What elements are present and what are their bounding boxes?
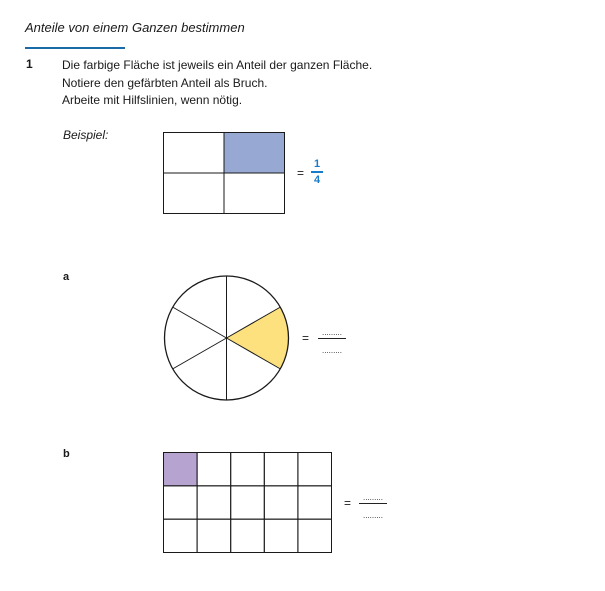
example-square-figure [163,132,285,214]
item-b-grid-figure [163,452,332,553]
title-underline [25,47,125,49]
section-title: Anteile von einem Ganzen bestimmen [25,20,245,35]
instruction-line: Notiere den gefärbten Anteil als Bruch. [62,75,268,90]
item-b-grid-cell [264,519,298,552]
example-label: Beispiel: [63,128,109,142]
item-b-grid-cell [164,519,198,552]
item-b-grid-cell [264,486,298,519]
item-b-fraction-bar [359,503,387,504]
item-b-grid-cell [164,486,198,519]
instruction-line: Die farbige Fläche ist jeweils ein Anteil der ganzen Fläche. [62,58,373,72]
example-denominator: 4 [313,173,321,186]
item-b-label: b [63,448,70,460]
example-numerator: 1 [313,158,321,170]
item-b-grid-cell [298,519,332,552]
item-b-numerator-blank: ......... [362,493,383,502]
item-a-shaded-sector [227,307,289,369]
item-a-answer-blank [318,329,346,355]
example-shaded-quarter [224,132,285,173]
task-number: 1 [26,57,33,71]
item-a-circle-figure [163,274,291,402]
item-b-grid-cell [197,453,231,486]
item-b-denominator-blank: ......... [362,511,383,520]
item-b-grid-cell [231,453,265,486]
example-fraction-bar [311,171,323,173]
example-fraction [311,158,323,186]
item-a-numerator-blank: ......... [321,328,342,337]
item-b-grid-cell [298,486,332,519]
item-a-label: a [63,271,70,283]
instruction-line: Arbeite mit Hilfslinien, wenn nötig. [62,93,243,107]
item-b-grid-cell [231,519,265,552]
item-b-answer-blank [359,494,387,520]
item-b-shaded-cell [164,453,198,486]
item-a-equals-sign: = [302,331,310,345]
item-b-grid-cell [264,453,298,486]
item-a-denominator-blank: ......... [321,346,342,355]
item-b-grid-cell [231,486,265,519]
item-a-radius [173,338,227,369]
item-a-fraction-bar [318,338,346,339]
item-b-grid-cell [197,486,231,519]
task-instructions [62,57,372,110]
item-b-equals-sign: = [344,496,352,510]
item-b-grid-cell [197,519,231,552]
item-b-grid-cell [298,453,332,486]
item-a-radius [173,307,227,338]
example-equals-sign: = [297,166,305,180]
